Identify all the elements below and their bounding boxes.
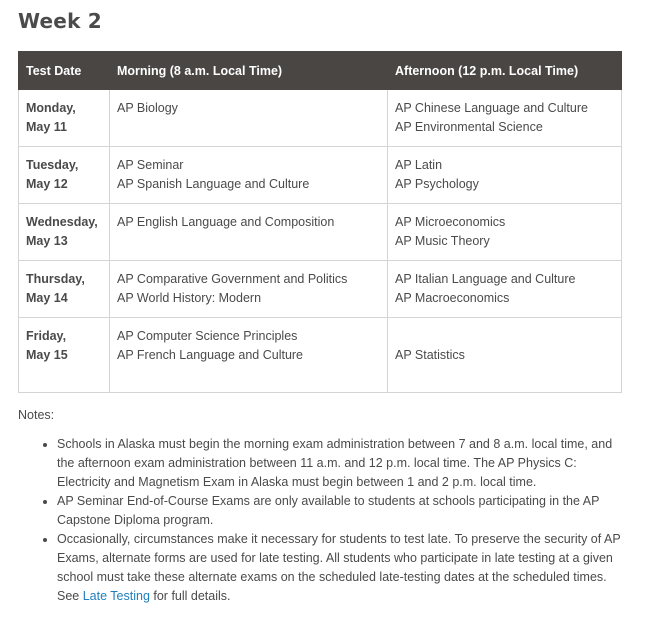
exam-name: AP Seminar: [117, 158, 184, 172]
note-text: AP Seminar End-of-Course Exams are only available to students at schools participating in the AP Capstone Diploma program.: [57, 494, 600, 527]
date-cell: [19, 261, 110, 318]
exam-name: AP Biology: [117, 101, 178, 115]
table-row: [19, 261, 622, 318]
afternoon-cell: [388, 147, 622, 204]
table-header-row: [19, 52, 622, 90]
morning-cell: [110, 90, 388, 147]
day-label: Wednesday,: [26, 215, 98, 229]
exam-name: AP French Language and Culture: [117, 348, 304, 362]
table-row: [19, 204, 622, 261]
notes-label: Notes:: [18, 408, 55, 422]
exam-name: AP English Language and Composition: [117, 215, 335, 229]
exam-name: AP Psychology: [395, 177, 479, 191]
exam-name: AP World History: Modern: [117, 291, 262, 305]
exam-name: AP Chinese Language and Culture: [395, 101, 588, 115]
date-label: May 12: [26, 177, 68, 191]
date-label: May 11: [26, 120, 68, 134]
date-label: May 14: [26, 291, 68, 305]
morning-cell: [110, 318, 388, 393]
exam-name: AP Computer Science Principles: [117, 329, 298, 343]
day-label: Monday,: [26, 101, 76, 115]
exam-name: AP Macroeconomics: [395, 291, 510, 305]
day-label: Thursday,: [26, 272, 85, 286]
morning-cell: [110, 261, 388, 318]
late-testing-link[interactable]: Late Testing: [82, 589, 150, 603]
afternoon-cell: [388, 318, 622, 393]
day-label: Friday,: [26, 329, 67, 343]
page-title: Week 2: [18, 9, 102, 33]
exam-schedule-table: [18, 51, 622, 393]
date-cell: [19, 90, 110, 147]
date-cell: [19, 318, 110, 393]
morning-cell: [110, 204, 388, 261]
header-afternoon: Afternoon (12 p.m. Local Time): [388, 52, 622, 90]
afternoon-cell: [388, 261, 622, 318]
exam-name: AP Microeconomics: [395, 215, 506, 229]
afternoon-cell: [388, 204, 622, 261]
table-row: [19, 318, 622, 393]
list-item: [57, 492, 623, 530]
exam-name: AP Comparative Government and Politics: [117, 272, 348, 286]
exam-name: AP Environmental Science: [395, 120, 543, 134]
date-label: May 15: [26, 348, 68, 362]
list-item: [57, 530, 623, 606]
header-morning: Morning (8 a.m. Local Time): [110, 52, 388, 90]
day-label: Tuesday,: [26, 158, 79, 172]
date-cell: [19, 204, 110, 261]
table-row: [19, 90, 622, 147]
note-text: Schools in Alaska must begin the morning exam administration between 7 and 8 a.m. local time, and the afternoon exam administration between 11 a.m. and 12 p.m. local time. The AP Physics C: Electricity and Magnetism Exam in Alaska must begin between 1 and 2 p.m. local time.: [57, 437, 613, 489]
exam-name: AP Statistics: [395, 347, 465, 362]
note-text: Occasionally, circumstances make it necessary for students to test late. To preserve the security of AP Exams, alternate forms are used for late testing. All students who participate in late testing at a given school must take these alternate exams on the scheduled late-testing dates at the scheduled times. See: [57, 532, 621, 603]
note-text: for full details.: [149, 589, 231, 603]
date-cell: [19, 147, 110, 204]
exam-name: AP Latin: [395, 158, 443, 172]
header-test-date: Test Date: [19, 52, 110, 90]
afternoon-cell: [388, 90, 622, 147]
exam-name: AP Music Theory: [395, 234, 490, 248]
date-label: May 13: [26, 234, 68, 248]
exam-name: AP Spanish Language and Culture: [117, 177, 310, 191]
exam-name: AP Italian Language and Culture: [395, 272, 576, 286]
table-row: [19, 147, 622, 204]
notes-list: [18, 435, 623, 606]
morning-cell: [110, 147, 388, 204]
list-item: [57, 435, 623, 492]
